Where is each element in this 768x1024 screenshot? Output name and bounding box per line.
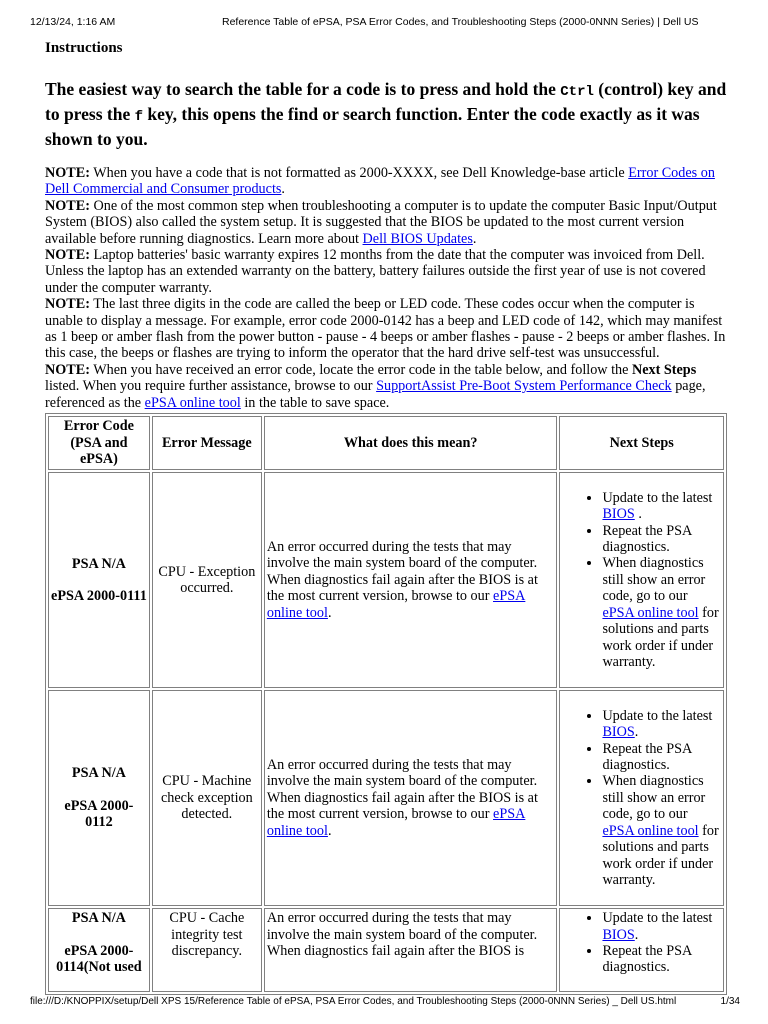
- instructions-heading: Instructions: [45, 40, 123, 56]
- print-datetime: 12/13/24, 1:16 AM: [30, 16, 116, 28]
- note-label: NOTE:: [45, 197, 90, 214]
- list-item: [602, 555, 721, 670]
- error-code-cell: [48, 472, 150, 688]
- epsa-online-tool-link[interactable]: ePSA online tool: [144, 394, 241, 411]
- next-steps-list: [562, 490, 721, 670]
- epsa-online-tool-link[interactable]: ePSA online tool: [266, 588, 526, 621]
- table-row: [48, 690, 724, 906]
- epsa-code: ePSA 2000-0111: [51, 588, 147, 605]
- punctuation: .: [634, 724, 639, 741]
- punctuation: .: [634, 506, 642, 523]
- table-row: [48, 908, 724, 992]
- epsa-online-tool-link[interactable]: ePSA online tool: [602, 822, 699, 839]
- meaning-cell: [264, 472, 558, 688]
- note-text: One of the most common step when troubleshooting a computer is to update the computer Basic Input/Output System (BIOS) also called the system setup. It is suggested that the BIOS be updated to the most current version available before running diagnostics. Learn more about: [45, 197, 717, 247]
- bios-link[interactable]: BIOS: [602, 926, 635, 943]
- table-header-row: [48, 416, 724, 470]
- epsa-online-tool-link[interactable]: ePSA online tool: [602, 604, 699, 621]
- print-page-title: Reference Table of ePSA, PSA Error Codes, and Troubleshooting Steps (2000-0NNN Series) | Dell US: [222, 16, 699, 28]
- meaning-text: An error occurred during the tests that may involve the main system board of the computer. When diagnostics fail again after the BIOS is at the most current version, browse to our: [266, 757, 538, 823]
- list-item: • Repeat the PSA diagnostics.: [602, 523, 721, 556]
- meaning-cell: [264, 690, 558, 906]
- note-text: page, referenced as the: [45, 378, 706, 411]
- intro-text-3: key, this opens the find or search function. Enter the code exactly as it was shown to you.: [45, 104, 700, 149]
- next-steps-cell: [559, 908, 724, 992]
- meaning-cell: An error occurred during the tests that may involve the main system board of the computer. When diagnostics fail again after the BIOS is: [264, 908, 558, 992]
- error-message-cell: CPU - Exception occurred.: [152, 472, 262, 688]
- ctrl-key: Ctrl: [560, 84, 594, 100]
- list-item: • Repeat the PSA diagnostics.: [602, 943, 721, 976]
- note-label: NOTE:: [45, 296, 90, 313]
- header-next-steps: Next Steps: [559, 416, 724, 470]
- step-text: Update to the latest: [602, 910, 713, 927]
- note-beep-codes: [45, 296, 727, 362]
- next-steps-cell: [559, 472, 724, 688]
- header-error-message: Error Message: [152, 416, 262, 470]
- notes-section: [45, 165, 727, 411]
- next-steps-cell: [559, 690, 724, 906]
- print-header: [30, 16, 740, 28]
- next-steps-list: [562, 910, 721, 976]
- note-text: When you have a code that is not formatted as 2000-XXXX, see Dell Knowledge-base article: [89, 165, 629, 181]
- list-item: [602, 910, 721, 943]
- file-path: file:///D:/KNOPPIX/setup/Dell XPS 15/Reference Table of ePSA, PSA Error Codes, and Troubleshooting Steps (2000-0NNN Series) _ Dell US.html: [30, 996, 677, 1007]
- punctuation: .: [327, 604, 332, 621]
- intro-text-2: (control) key and to press the: [45, 79, 727, 124]
- psa-code: PSA N/A: [71, 765, 126, 782]
- step-text: When diagnostics still show an error code, go to our: [602, 555, 706, 605]
- list-item: • Repeat the PSA diagnostics.: [602, 741, 721, 774]
- page-number: 1/34: [720, 996, 740, 1007]
- epsa-code: ePSA 2000-0114(Not used: [56, 942, 142, 975]
- note-label: NOTE:: [45, 361, 90, 378]
- search-instructions: [45, 78, 727, 150]
- error-code-table: [45, 413, 727, 995]
- error-message-cell: CPU - Cache integrity test discrepancy.: [152, 908, 262, 992]
- note-text: When you have received an error code, locate the error code in the table below, and follow the: [89, 361, 632, 378]
- note-text: in the table to save space.: [240, 394, 390, 411]
- epsa-code: ePSA 2000-0112: [64, 797, 134, 831]
- next-steps-list: [562, 708, 721, 888]
- step-text: Update to the latest: [602, 707, 713, 724]
- punctuation: .: [634, 926, 639, 943]
- note-label: NOTE:: [45, 165, 90, 181]
- epsa-online-tool-link[interactable]: ePSA online tool: [266, 806, 526, 839]
- bios-link[interactable]: BIOS: [602, 724, 635, 741]
- list-item: [602, 490, 721, 523]
- punctuation: .: [327, 822, 332, 839]
- print-footer: [30, 996, 740, 1007]
- note-label: NOTE:: [45, 247, 90, 264]
- meaning-text: An error occurred during the tests that may involve the main system board of the computer. When diagnostics fail again after the BIOS is at the most current version, browse to our: [266, 539, 538, 605]
- note-text: Laptop batteries' basic warranty expires 12 months from the date that the computer was invoiced from Dell. Unless the laptop has an extended warranty on the battery, battery failures outside the first year of use is not covered under the computer warranty.: [45, 247, 706, 296]
- step-text: for solutions and parts work order if under warranty.: [602, 604, 719, 670]
- note-text: The last three digits in the code are called the beep or LED code. These codes occur when the computer is unable to display a message. For example, error code 2000-0142 has a beep and LED code of 142, which may manifest as 1 beep or amber flash from the power button - pause - 4 beeps or amber flashes - pause - 2 beeps or amber flashes. In this case, the beeps or flashes are trying to inform the operator that the hard drive self-test was unsuccessful.: [45, 296, 726, 362]
- header-meaning: What does this mean?: [264, 416, 558, 470]
- note-next-steps: [45, 362, 727, 411]
- note-error-format: [45, 165, 727, 198]
- step-text: for solutions and parts work order if under warranty.: [602, 822, 719, 888]
- psa-code: PSA N/A: [71, 910, 126, 927]
- error-code-cell: [48, 690, 150, 906]
- next-steps-bold: Next Steps: [631, 361, 697, 378]
- note-text: listed. When you require further assistance, browse to our: [45, 378, 377, 395]
- list-item: [602, 708, 721, 741]
- supportassist-link[interactable]: SupportAssist Pre-Boot System Performance Check: [376, 378, 672, 395]
- punctuation: .: [472, 230, 477, 247]
- note-battery-warranty: [45, 247, 727, 296]
- punctuation: .: [281, 181, 285, 198]
- error-message-cell: CPU - Machine check exception detected.: [152, 690, 262, 906]
- table-row: [48, 472, 724, 688]
- intro-text-1: The easiest way to search the table for a code is to press and hold the: [45, 79, 561, 99]
- dell-bios-updates-link[interactable]: Dell BIOS Updates: [362, 230, 473, 247]
- note-bios-update: [45, 198, 727, 247]
- step-text: Update to the latest: [602, 489, 713, 506]
- f-key: f: [134, 109, 144, 125]
- header-error-code: Error Code (PSA and ePSA): [48, 416, 150, 470]
- psa-code: PSA N/A: [71, 555, 126, 572]
- error-code-cell: [48, 908, 150, 992]
- error-codes-article-link[interactable]: Error Codes on Dell Commercial and Consumer products: [45, 165, 715, 198]
- bios-link[interactable]: BIOS: [602, 506, 635, 523]
- page-content: [45, 40, 727, 995]
- step-text: When diagnostics still show an error code, go to our: [602, 773, 706, 823]
- list-item: [602, 773, 721, 888]
